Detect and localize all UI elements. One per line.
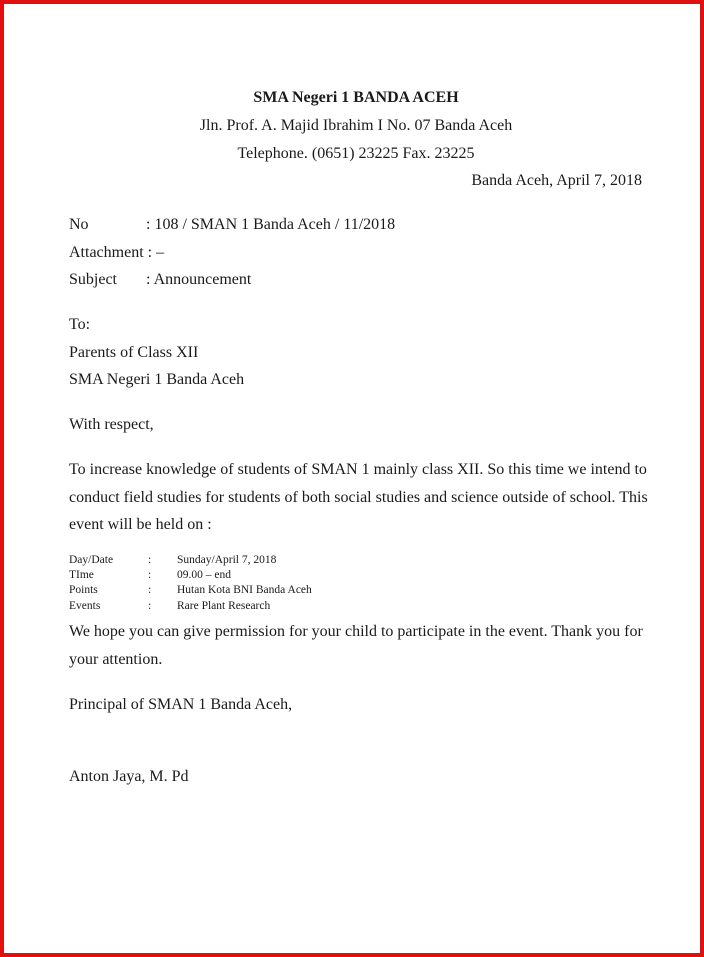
event-colon: : [148, 554, 152, 566]
meta-label-attachment: Attachment : – [69, 244, 165, 261]
recipient-line2: SMA Negeri 1 Banda Aceh [69, 371, 245, 388]
meta-value-subject: : Announcement [146, 271, 252, 288]
event-value-date: Sunday/April 7, 2018 [177, 554, 277, 566]
date-line: Banda Aceh, April 7, 2018 [471, 172, 642, 189]
body-paragraph: To increase knowledge of students of SMAN 1 mainly class XII. So this time we intend to conduct field studies for students of both social studies and science outside of school. This event will be held on : [69, 461, 648, 533]
greeting: With respect, [69, 416, 154, 433]
event-label-events: Events [69, 600, 101, 612]
meta-value-no: : 108 / SMAN 1 Banda Aceh / 11/2018 [146, 216, 396, 233]
event-value-events: Rare Plant Research [177, 600, 271, 612]
meta-label-no: No [69, 216, 89, 233]
signatory-name: Anton Jaya, M. Pd [69, 768, 189, 785]
event-colon: : [148, 600, 152, 612]
meta-label-subject: Subject [69, 271, 117, 288]
event-colon: : [148, 569, 152, 581]
school-contact: Telephone. (0651) 23225 Fax. 23225 [237, 145, 475, 162]
event-label-points: Points [69, 584, 98, 596]
closing-paragraph: We hope you can give permission for your child to participate in the event. Thank you for your attention. [69, 623, 643, 668]
event-colon: : [148, 584, 152, 596]
event-label-date: Day/Date [69, 554, 114, 566]
event-label-time: TIme [69, 569, 94, 581]
recipient-to: To: [69, 316, 91, 333]
school-name: SMA Negeri 1 BANDA ACEH [253, 89, 459, 106]
school-address: Jln. Prof. A. Majid Ibrahim I No. 07 Banda Aceh [199, 117, 513, 134]
signatory-title: Principal of SMAN 1 Banda Aceh, [69, 696, 293, 713]
event-value-points: Hutan Kota BNI Banda Aceh [177, 584, 312, 596]
meta-value-attachment: : – [147, 244, 165, 261]
recipient-line1: Parents of Class XII [69, 344, 199, 361]
event-value-time: 09.00 – end [177, 569, 231, 581]
